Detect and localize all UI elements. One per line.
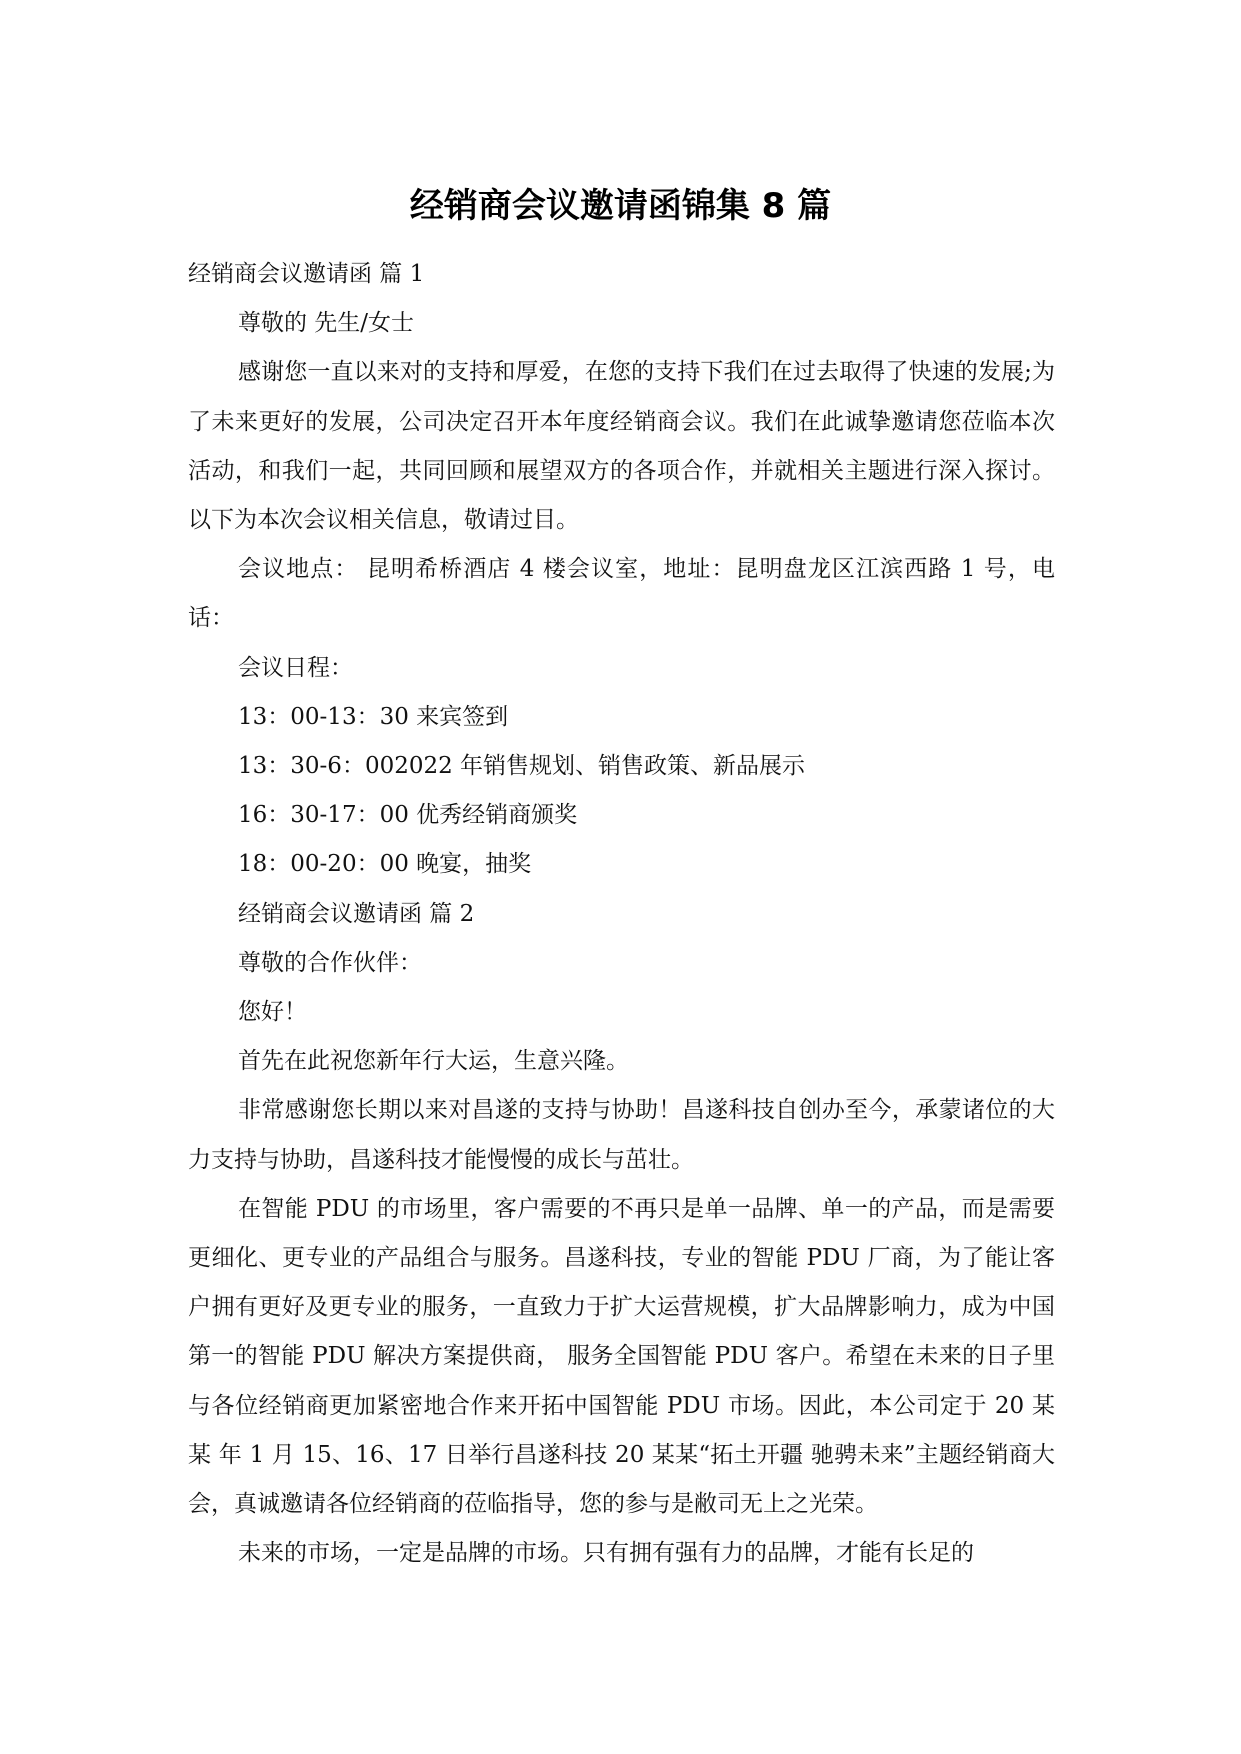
schedule-item: 16：30-17：00 优秀经销商颁奖 [238,802,578,829]
paragraph-intro: 感谢您一直以来对的支持和厚爱，在您的支持下我们在过去取得了快速的发展;为了未来更好的发展，公司决定召开本年度经销商会议。我们在此诚挚邀请您莅临本次活动，和我们一起，共同回顾和展望双方的各项合作，并就相关主题进行深入探讨。 以下为本次会议相关信息，敬请过目。 [188,359,1055,534]
section-heading-1: 经销商会议邀请函 篇 1 [188,261,425,287]
paragraph-venue: 会议地点： 昆明希桥酒店 4 楼会议室，地址：昆明盘龙区江滨西路 1 号，电话： [188,556,1055,632]
schedule-item: 18：00-20：00 晚宴，抽奖 [238,851,532,878]
salutation-1: 尊敬的 先生/女士 [238,310,415,337]
schedule-item: 13：00-13：30 来宾签到 [238,703,509,730]
greeting: 您好！ [238,999,307,1026]
section-heading-2: 经销商会议邀请函 篇 2 [238,900,475,927]
salutation-2: 尊敬的合作伙伴： [238,949,422,976]
paragraph-thanks: 非常感谢您长期以来对昌遂的支持与协助！昌遂科技自创办至今，承蒙诸位的大力支持与协助，昌遂科技才能慢慢的成长与茁壮。 [188,1097,1055,1173]
schedule-item: 13：30-6：002022 年销售规划、销售政策、新品展示 [238,753,806,780]
document-body [188,250,1055,1578]
paragraph-brand: 未来的市场，一定是品牌的市场。只有拥有强有力的品牌，才能有长足的 [238,1540,974,1567]
document-title: 经销商会议邀请函锦集 8 篇 [409,186,832,226]
paragraph-wishes: 首先在此祝您新年行大运，生意兴隆。 [238,1048,629,1075]
schedule-heading: 会议日程： [238,654,353,681]
paragraph-market: 在智能 PDU 的市场里，客户需要的不再只是单一品牌、单一的产品，而是需要更细化、更专业的产品组合与服务。昌遂科技，专业的智能 PDU 厂商，为了能让客户拥有更好及更专业的服务，一直致力于扩大运营规模，扩大品牌影响力，成为中国第一的智能 PDU 解决方案提供商， 服务全国智能 PDU 客户。希望在未来的日子里与各位经销商更加紧密地合作来开拓中国智能 PDU 市场。因此，本公司定于 20 某某 年 1 月 15、16、17 日举行昌遂科技 20 某某“拓土开疆 驰骋未来”主题经销商大会，真诚邀请各位经销商的莅临指导，您的参与是敝司无上之光荣。 [188,1195,1055,1518]
